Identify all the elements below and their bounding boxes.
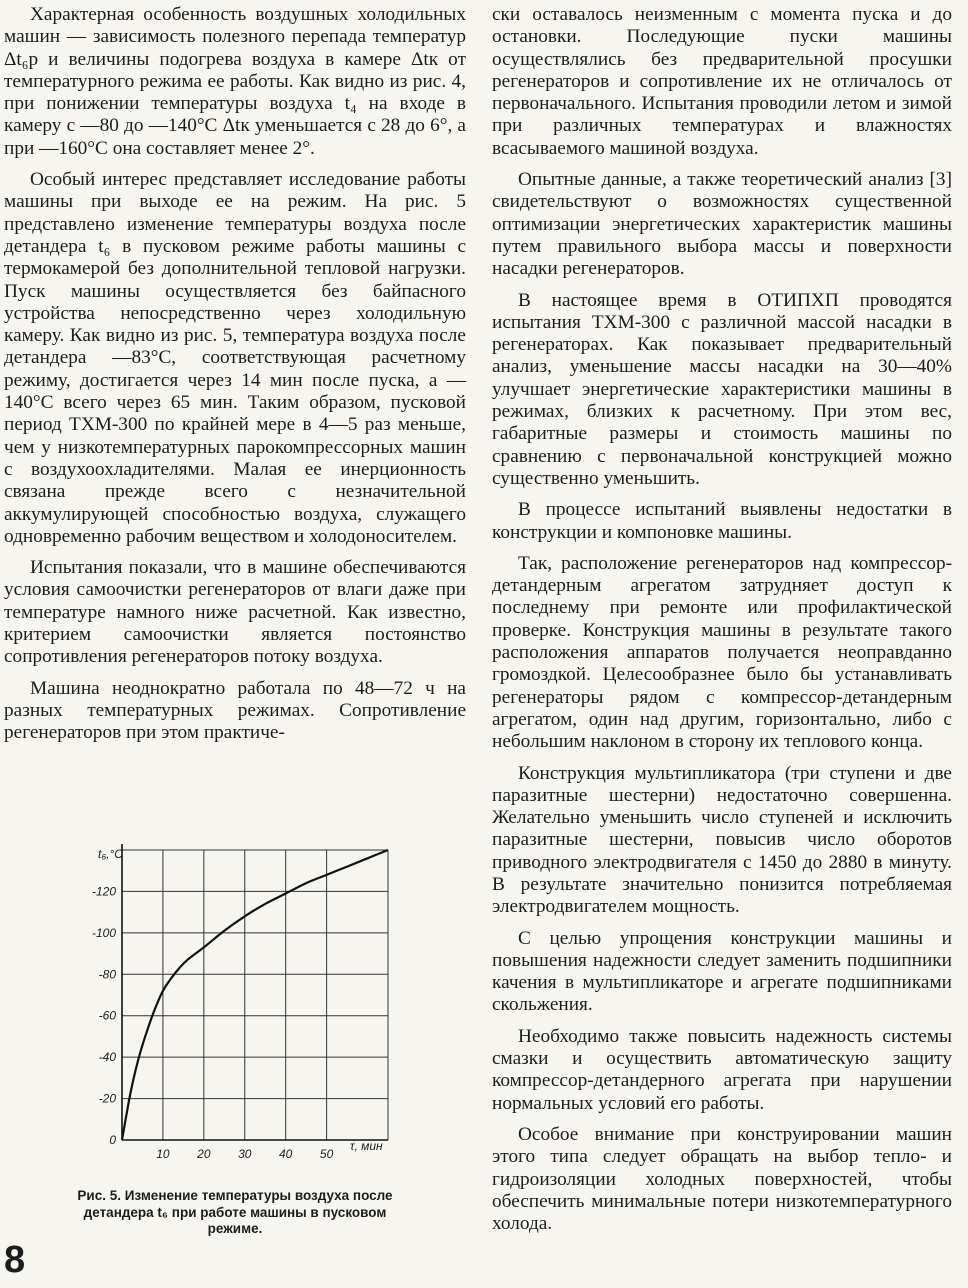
page-number: 8: [4, 1239, 26, 1281]
x-tick-label: 50: [319, 1147, 334, 1161]
paragraph: Конструкция мультипликатора (три ступени и две паразитные шестерни) недостаточно совершенна. Желательно уменьшить число ступеней и исключить паразитные шестерни, повысив число оборотов приводного электродвигателя с 1450 до 2880 в минуту. В результате значительно понизится потребляемая электродвигателем мощность.: [492, 762, 952, 918]
temperature-chart: [20, 828, 460, 1178]
paragraph: В процессе испытаний выявлены недостатки в конструкции и компоновке машины.: [492, 499, 952, 543]
origin-label: 0: [109, 1133, 116, 1147]
paragraph: Особое внимание при конструировании машин этого типа следует обращать на выбор тепло- и гидроизоляции холодных поверхностей, чтобы обеспечить минимальные потери низкотемпературного холода.: [492, 1123, 952, 1235]
paragraph: С целью упрощения конструкции машины и повышения надежности следует заменить подшипники качения в мультипликаторе и агрегате подшипниками скольжения.: [492, 927, 952, 1016]
y-axis-label: t₆,°C: [98, 847, 123, 861]
x-tick-label: 20: [197, 1147, 211, 1161]
paragraph: ски оставалось неизменным с момента пуска и до остановки. Последующие пуски машины осуществлялись без предварительной просушки регенераторов и сопротивление их не отличалось от первоначального. Испытания проводили летом и зимой при различных температурах и влажностях всасываемого машиной воздуха.: [492, 4, 952, 159]
paragraph: Опытные данные, а также теоретический анализ [3] свидетельствуют о возможностях существенной оптимизации энергетических характеристик машины путем правильного выбора массы и поверхности насадки регенераторов.: [492, 169, 952, 280]
y-tick-label: -120: [91, 884, 116, 899]
paragraph: Испытания показали, что в машине обеспечиваются условия самоочистки регенераторов от влаги даже при температуре намного ниже расчетной. Как известно, критерием самоочистки является постоянство сопротивления регенераторов потоку воздуха.: [4, 557, 466, 668]
y-tick-label: -60: [98, 1008, 116, 1023]
paragraph: Особый интерес представляет исследование работы машины при выходе ее на режим. На рис. 5 представлено изменение температуры воздуха после детандера t₆ в пусковом режиме работы машины с термокамерой без дополнительной тепловой нагрузки. Пуск машины осуществляется без байпасного устройства непосредственно через холодильную камеру. Как видно из рис. 5, температура воздуха после детандера —83°С, соответствующая расчетному режиму, достигается через 14 мин после пуска, а —140°С всего через 65 мин. Таким образом, пусковой период ТХМ-300 по крайней мере в 4—5 раз меньше, чем у низкотемпературных парокомпрессорных машин с воздухоохладителями. Малая ее инерционность связана прежде всего с незначительной аккумулирующей способностью воздуха, служащего одновременно рабочим веществом и холодоносителем.: [4, 169, 466, 547]
y-tick-label: -20: [98, 1091, 116, 1106]
paragraph: Необходимо также повысить надежность системы смазки и осуществить автоматическую защиту компрессор-детандерного агрегата при нарушении нормальных условий его работы.: [492, 1025, 952, 1114]
figure-caption: Рис. 5. Изменение температуры воздуха после детандера t₆ при работе машины в пусковом режиме.: [77, 1188, 393, 1236]
series-line: [122, 850, 388, 1140]
chart-series: [122, 850, 388, 1140]
y-tick-label: -40: [98, 1050, 116, 1065]
y-tick-label: -100: [91, 925, 116, 940]
left-column: [4, 4, 466, 754]
paragraph: Характерная особенность воздушных холодильных машин — зависимость полезного перепада температур Δt₆р и величины подогрева воздуха в камере Δtк от температурного режима ее работы. Как видно из рис. 4, при понижении температуры воздуха t₄ на входе в камеру с —80 до —140°С Δtк уменьшается с 28 до 6°, а при —160°С она составляет менее 2°.: [4, 4, 466, 159]
paragraph: В настоящее время в ОТИПХП проводятся испытания ТХМ-300 с различной массой насадки в регенераторах. Как показывает предварительный анализ, уменьшение массы насадки на 30—40% улучшает энергетические характеристики машины в режимах, близких к расчетному. При этом вес, габаритные размеры и стоимость машины по сравнению с первоначальной конструкцией можно существенно уменьшить.: [492, 289, 952, 489]
paragraph: Машина неоднократно работала по 48—72 ч на разных температурных режимах. Сопротивление регенераторов при этом практиче-: [4, 677, 466, 744]
x-axis-label: τ, мин: [350, 1139, 383, 1153]
x-tick-label: 30: [238, 1147, 252, 1161]
y-tick-label: -80: [98, 967, 116, 982]
chart-ticks: [92, 884, 334, 1161]
paragraph: Так, расположение регенераторов над компрессор-детандерным агрегатом затрудняет доступ к последнему при ремонте или профилактической проверке. Конструкция машины в результате такого расположения аппаратов получается неоправданно громоздкой. Целесообразнее было бы устанавливать регенераторы рядом с компрессор-детандерным агрегатом, один над другим, горизонтально, либо с небольшим наклоном в сторону их теплового конца.: [492, 552, 952, 753]
x-tick-label: 40: [279, 1147, 293, 1161]
figure-5: [20, 828, 460, 1178]
right-column: [492, 4, 952, 1244]
x-tick-label: 10: [156, 1147, 170, 1161]
